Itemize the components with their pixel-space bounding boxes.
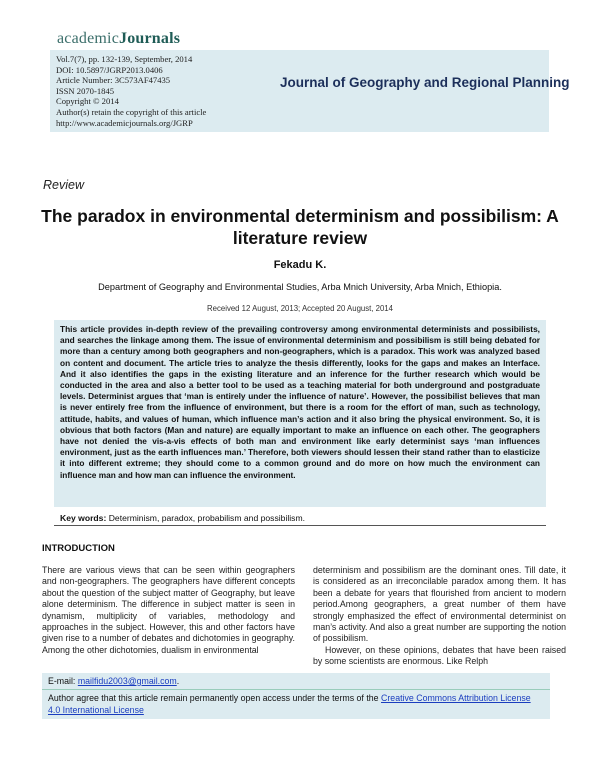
meta-issn: ISSN 2070-1845 <box>56 85 115 96</box>
meta-url: http://www.academicjournals.org/JGRP <box>56 117 193 128</box>
author-name: Fekadu K. <box>273 259 327 271</box>
publisher-logo <box>57 30 180 48</box>
journal-title: Journal of Geography and Regional Planning <box>280 75 570 90</box>
logo-prefix: academic <box>57 30 119 47</box>
divider <box>54 525 546 526</box>
footer-divider <box>42 689 550 690</box>
paragraph: However, on these opinions, debates that have been raised by some scientists are enormous. Like Relph <box>313 644 566 667</box>
email-link[interactable]: mailfidu2003@gmail.com <box>77 676 177 686</box>
paragraph: determinism and possibilism are the dominant ones. Till date, it is considered as an irreconcilable paradox among them. It has been a debate for years that flourished from ancient to modern period.Among geographers, a great number of them have strongly emphasized the effect of environmental determinist on man’s activity. And also a great number are supporting the notion of possibilism. <box>313 565 566 644</box>
abstract-text: This article provides in-depth review of the prevailing controversy among environmental determinists and possibilists, and searches the linkage among them. The issue of environmental determinism and possibilism is still being debated for more than a century among both geographers and non-geographers, which is a paradox. This work was analyzed based on content and document. The article tries to analyze the thesis differently, looks for the gaps and makes an Interface. And it also identifies the gaps in the existing literature and an inference for the further research which would be conducted in the area and also a better tool to be used as a teaching material for both underground and postgraduate levels. Determinist argues that ‘man is entirely under the influence of nature’. However, the possibilist believes that man is never entirely free from the influence of environment, but there is a room for the effort of man, such as technology, attitude, habits, and values of human, which influence man’s action and it also bring the physical environment. So, it is obvious that both factors (Man and nature) are equally important to make an influence on each other. The geographers have not denied the vis-a-vis effects of both man and environment like early determinist says ‘man influences environment, just as the earth influences man.’ Therefore, both viewers should lessen their stand rather than to elasticize it into different extreme; they should come to a common ground and do more on how much the environment can influence man and how man can influence the environment. <box>60 324 540 480</box>
meta-copyright: Copyright © 2014 <box>56 96 119 107</box>
abstract-box <box>54 320 546 507</box>
received-dates: Received 12 August, 2013; Accepted 20 August, 2014 <box>207 304 393 313</box>
article-metadata <box>56 54 206 128</box>
logo-suffix: Journals <box>119 30 181 47</box>
keywords-list: Determinism, paradox, probabilism and possibilism. <box>108 513 306 523</box>
article-title: The paradox in environmental determinism and possibilism: A literature review <box>41 206 559 248</box>
license-link[interactable]: Creative Commons Attribution License 4.0 International License <box>48 693 531 715</box>
email-label: E-mail: <box>48 676 76 686</box>
meta-volume: Vol.7(7), pp. 132-139, September, 2014 <box>56 54 193 64</box>
meta-article-number: Article Number: 3C573AF47435 <box>56 75 171 86</box>
body-column-right <box>313 565 566 668</box>
article-type: Review <box>43 178 84 192</box>
license-notice <box>48 693 544 716</box>
journal-header-box <box>50 50 570 132</box>
email-end: . <box>176 676 180 686</box>
paragraph: There are various views that can be seen within geographers and non-geographers. The geographers have different concepts about the question of the subject matter of Geography, but leave alone determinism. The difference in subject matter is seen in dynamism, multiplicity of variables, methodology and approaches in the subject. However, this and other factors have given rise to a number of debates and dichotomies in geography. Among the other dichotomies, dualism in environmental <box>42 565 295 655</box>
author-affiliation: Department of Geography and Environmental Studies, Arba Mnich University, Arba Mnich, Ethiopia. <box>98 282 502 292</box>
keywords <box>60 513 305 523</box>
section-heading: INTRODUCTION <box>42 543 115 554</box>
meta-doi: DOI: 10.5897/JGRP2013.0406 <box>56 64 163 75</box>
meta-rights: Author(s) retain the copyright of this article <box>56 106 207 117</box>
footer-box <box>42 673 550 719</box>
email-line <box>48 676 179 686</box>
license-text: Author agree that this article remain permanently open access under the terms of the <box>48 693 379 703</box>
keywords-label: Key words: <box>60 513 107 523</box>
body-column-left <box>42 565 295 656</box>
